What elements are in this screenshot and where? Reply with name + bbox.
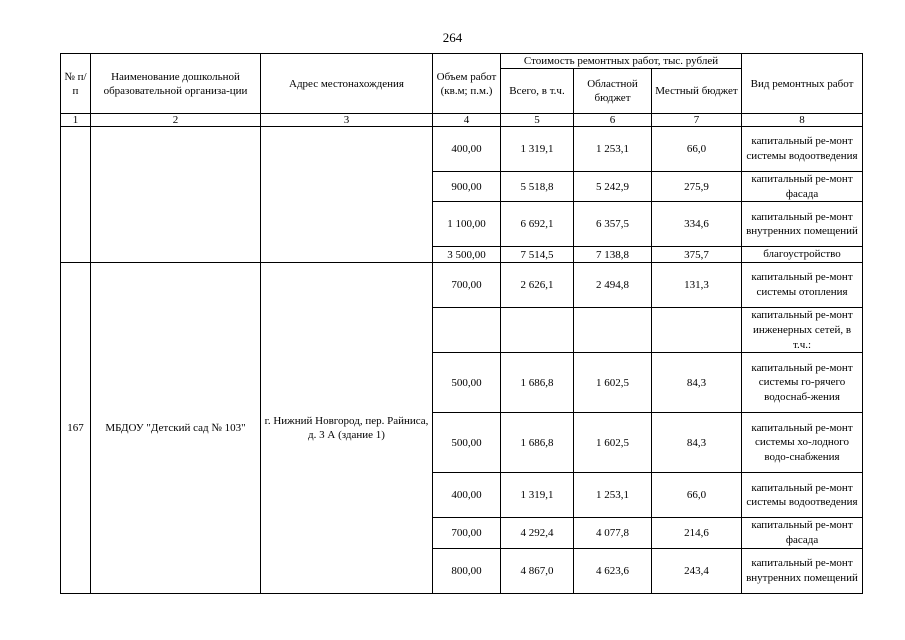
total-cell: 1 319,1 <box>501 473 574 518</box>
table-row <box>61 127 863 172</box>
regional-cell <box>574 308 652 353</box>
worktype-cell: капитальный ре-монт инженерных сетей, в т.ч.: <box>742 308 863 353</box>
total-cell: 1 686,8 <box>501 353 574 413</box>
volume-cell: 800,00 <box>433 548 501 593</box>
regional-cell: 1 602,5 <box>574 353 652 413</box>
header-cost-group: Стоимость ремонтных работ, тыс. рублей <box>501 54 742 69</box>
table-row <box>61 263 863 308</box>
total-cell: 2 626,1 <box>501 263 574 308</box>
worktype-cell: капитальный ре-монт системы хо-лодного водо-снабжения <box>742 413 863 473</box>
local-cell: 375,7 <box>652 247 742 263</box>
header-volume: Объем работ (кв.м; п.м.) <box>433 54 501 114</box>
local-cell: 243,4 <box>652 548 742 593</box>
regional-cell: 4 623,6 <box>574 548 652 593</box>
total-cell: 7 514,5 <box>501 247 574 263</box>
worktype-cell: капитальный ре-монт фасада <box>742 172 863 202</box>
volume-cell: 400,00 <box>433 127 501 172</box>
worktype-cell: капитальный ре-монт системы го-рячего водоснаб-жения <box>742 353 863 413</box>
local-cell: 131,3 <box>652 263 742 308</box>
volume-cell: 3 500,00 <box>433 247 501 263</box>
worktype-cell: капитальный ре-монт системы отопления <box>742 263 863 308</box>
institution-name: МБДОУ "Детский сад № 103" <box>91 263 261 594</box>
institution-name <box>91 127 261 263</box>
volume-cell <box>433 308 501 353</box>
header-total: Всего, в т.ч. <box>501 69 574 114</box>
regional-cell: 5 242,9 <box>574 172 652 202</box>
regional-cell: 2 494,8 <box>574 263 652 308</box>
total-cell: 1 686,8 <box>501 413 574 473</box>
local-cell: 84,3 <box>652 413 742 473</box>
volume-cell: 500,00 <box>433 353 501 413</box>
worktype-cell: капитальный ре-монт системы водоотведения <box>742 473 863 518</box>
header-local: Местный бюджет <box>652 69 742 114</box>
regional-cell: 1 602,5 <box>574 413 652 473</box>
header-regional: Областной бюджет <box>574 69 652 114</box>
worktype-cell: капитальный ре-монт внутренних помещений <box>742 548 863 593</box>
column-number: 6 <box>574 114 652 127</box>
local-cell: 334,6 <box>652 202 742 247</box>
local-cell <box>652 308 742 353</box>
page-number: 264 <box>442 30 463 45</box>
local-cell: 66,0 <box>652 127 742 172</box>
volume-cell: 400,00 <box>433 473 501 518</box>
row-number: 167 <box>61 263 91 594</box>
volume-cell: 700,00 <box>433 263 501 308</box>
regional-cell: 6 357,5 <box>574 202 652 247</box>
column-number: 8 <box>742 114 863 127</box>
regional-cell: 7 138,8 <box>574 247 652 263</box>
column-number: 4 <box>433 114 501 127</box>
header-worktype: Вид ремонтных работ <box>742 54 863 114</box>
repair-works-table <box>60 53 863 594</box>
total-cell: 5 518,8 <box>501 172 574 202</box>
local-cell: 214,6 <box>652 518 742 548</box>
column-number: 2 <box>91 114 261 127</box>
worktype-cell: капитальный ре-монт внутренних помещений <box>742 202 863 247</box>
header-num: № п/п <box>61 54 91 114</box>
worktype-cell: капитальный ре-монт фасада <box>742 518 863 548</box>
regional-cell: 4 077,8 <box>574 518 652 548</box>
total-cell <box>501 308 574 353</box>
worktype-cell: благоустройство <box>742 247 863 263</box>
column-number: 1 <box>61 114 91 127</box>
volume-cell: 700,00 <box>433 518 501 548</box>
volume-cell: 900,00 <box>433 172 501 202</box>
total-cell: 1 319,1 <box>501 127 574 172</box>
column-number: 5 <box>501 114 574 127</box>
volume-cell: 1 100,00 <box>433 202 501 247</box>
header-name: Наименование дошкольной образовательной организа-ции <box>91 54 261 114</box>
volume-cell: 500,00 <box>433 413 501 473</box>
institution-address: г. Нижний Новгород, пер. Райниса, д. 3 А (здание 1) <box>261 263 433 594</box>
header-row-top <box>61 54 863 69</box>
total-cell: 4 867,0 <box>501 548 574 593</box>
column-number: 3 <box>261 114 433 127</box>
local-cell: 84,3 <box>652 353 742 413</box>
header-address: Адрес местонахождения <box>261 54 433 114</box>
column-numbers-row <box>61 114 863 127</box>
row-number <box>61 127 91 263</box>
institution-address <box>261 127 433 263</box>
column-number: 7 <box>652 114 742 127</box>
regional-cell: 1 253,1 <box>574 473 652 518</box>
regional-cell: 1 253,1 <box>574 127 652 172</box>
total-cell: 4 292,4 <box>501 518 574 548</box>
local-cell: 275,9 <box>652 172 742 202</box>
worktype-cell: капитальный ре-монт системы водоотведения <box>742 127 863 172</box>
local-cell: 66,0 <box>652 473 742 518</box>
total-cell: 6 692,1 <box>501 202 574 247</box>
